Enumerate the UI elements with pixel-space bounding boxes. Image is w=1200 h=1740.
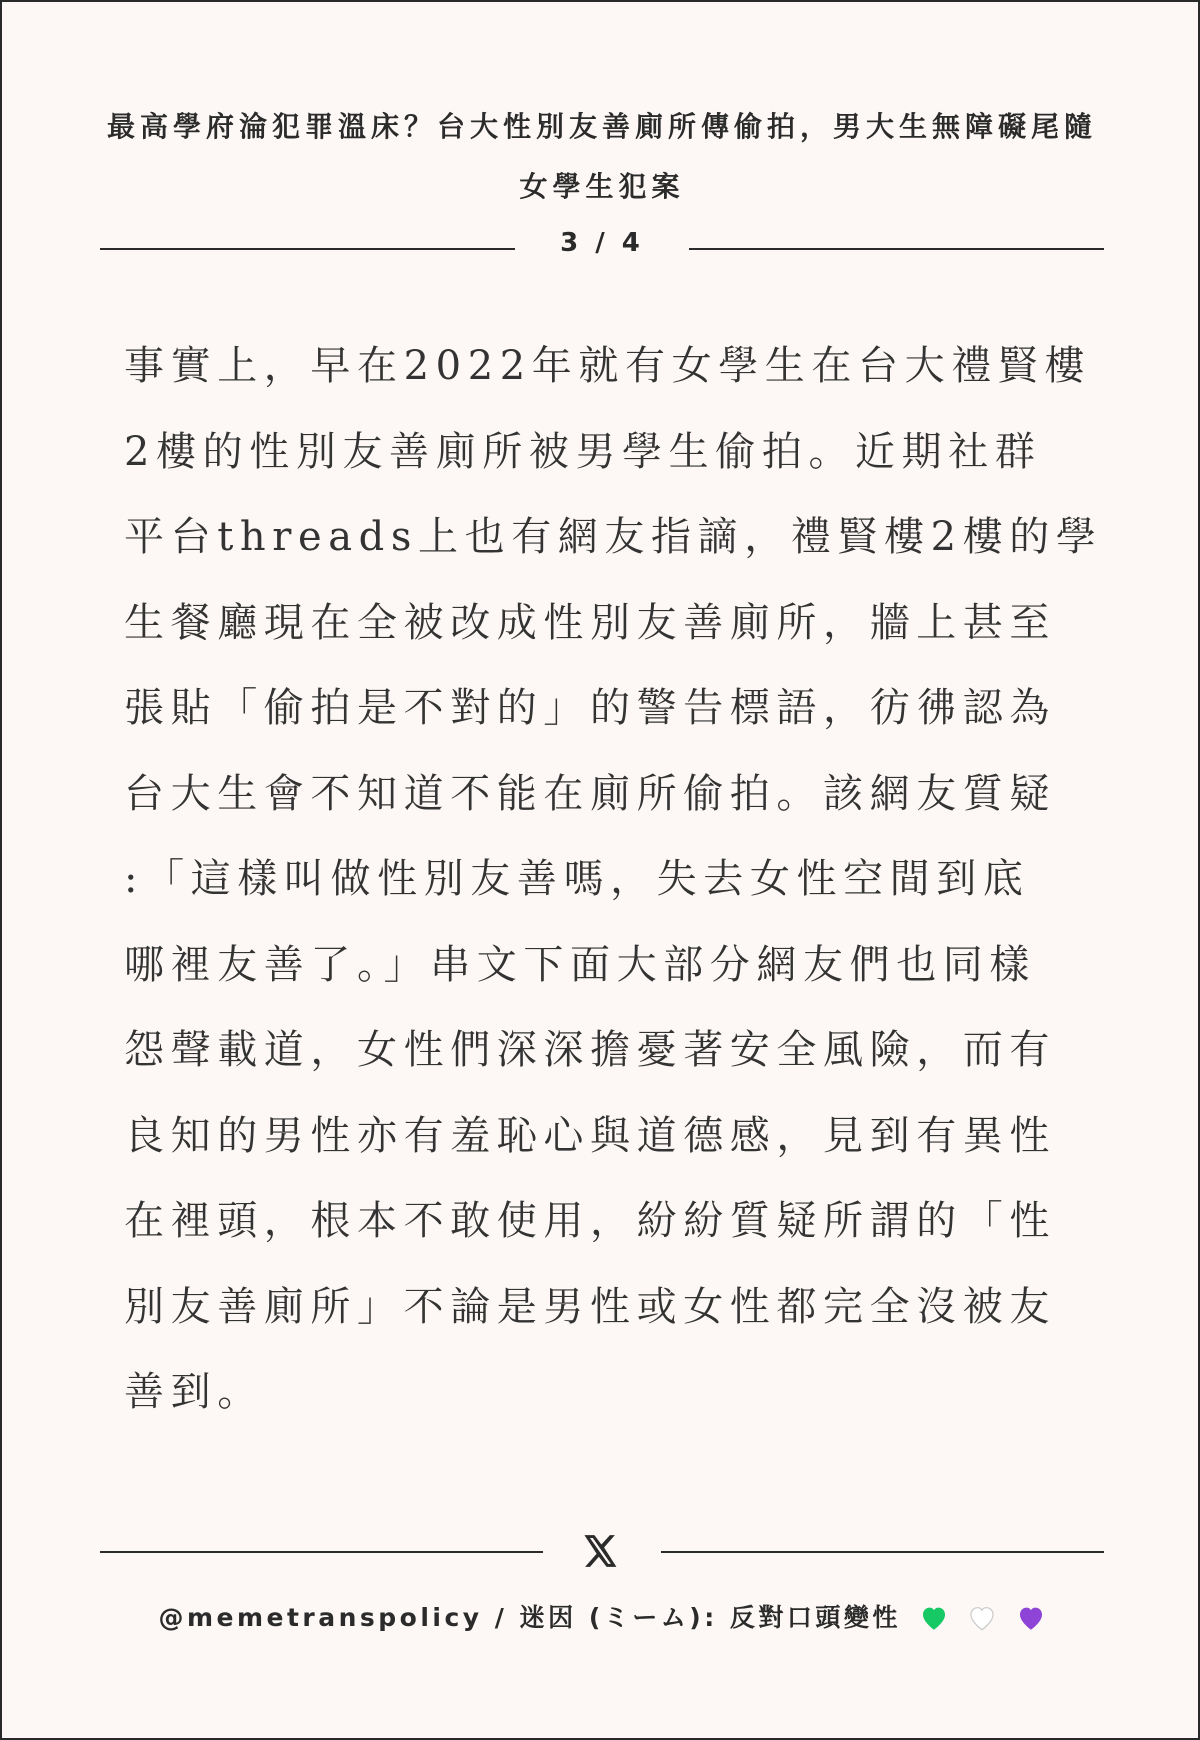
footer-divider-right: [661, 1551, 1104, 1553]
footer-divider-left: [100, 1551, 543, 1553]
green-heart-icon: [919, 1604, 949, 1631]
article-line: 事實上，早在2022年就有女學生在台大禮賢樓: [124, 343, 1091, 389]
article-line: 別友善廁所」不論是男性或女性都完全沒被友: [124, 1283, 1056, 1330]
purple-heart-icon: [1016, 1604, 1046, 1631]
article-line: :「這樣叫做性別友善嗎，失去女性空間到底: [124, 856, 1030, 902]
article-line: 2樓的性別友善廁所被男學生偷拍。近期社群: [124, 428, 1042, 475]
pager-divider-left: [100, 248, 515, 250]
article-line: 善到。: [124, 1369, 264, 1415]
x-logo-icon: [580, 1532, 618, 1570]
article-line: 哪裡友善了。」串文下面大部分網友們也同樣: [124, 941, 1036, 988]
article-line: 張貼「偷拍是不對的」的警告標語，彷彿認為: [124, 685, 1056, 731]
article-line: 台大生會不知道不能在廁所偷拍。該網友質疑: [124, 770, 1056, 817]
article-line: 生餐廳現在全被改成性別友善廁所，牆上甚至: [124, 599, 1056, 646]
page-title: 最高學府淪犯罪溫床？台大性別友善廁所傳偷拍，男大生無障礙尾隨女學生犯案: [106, 110, 1097, 203]
white-heart-icon: [967, 1604, 997, 1631]
handle-text: @memetranspolicy / 迷因 (ミーム): 反對口頭變性: [158, 1603, 901, 1632]
article-line: 在裡頭，根本不敢使用，紛紛質疑所謂的「性: [124, 1198, 1056, 1244]
article-line: 平台threads上也有網友指謫，禮賢樓2樓的學: [124, 514, 1103, 560]
page-indicator: 3 / 4: [560, 228, 644, 258]
article-line: 怨聲載道，女性們深深擔憂著安全風險，而有: [124, 1027, 1056, 1073]
footer-handle: [102, 1598, 1102, 1634]
pager-divider-right: [689, 248, 1104, 250]
article-body: [124, 324, 1103, 1436]
article-line: 良知的男性亦有羞恥心與道德感，見到有異性: [124, 1112, 1056, 1159]
